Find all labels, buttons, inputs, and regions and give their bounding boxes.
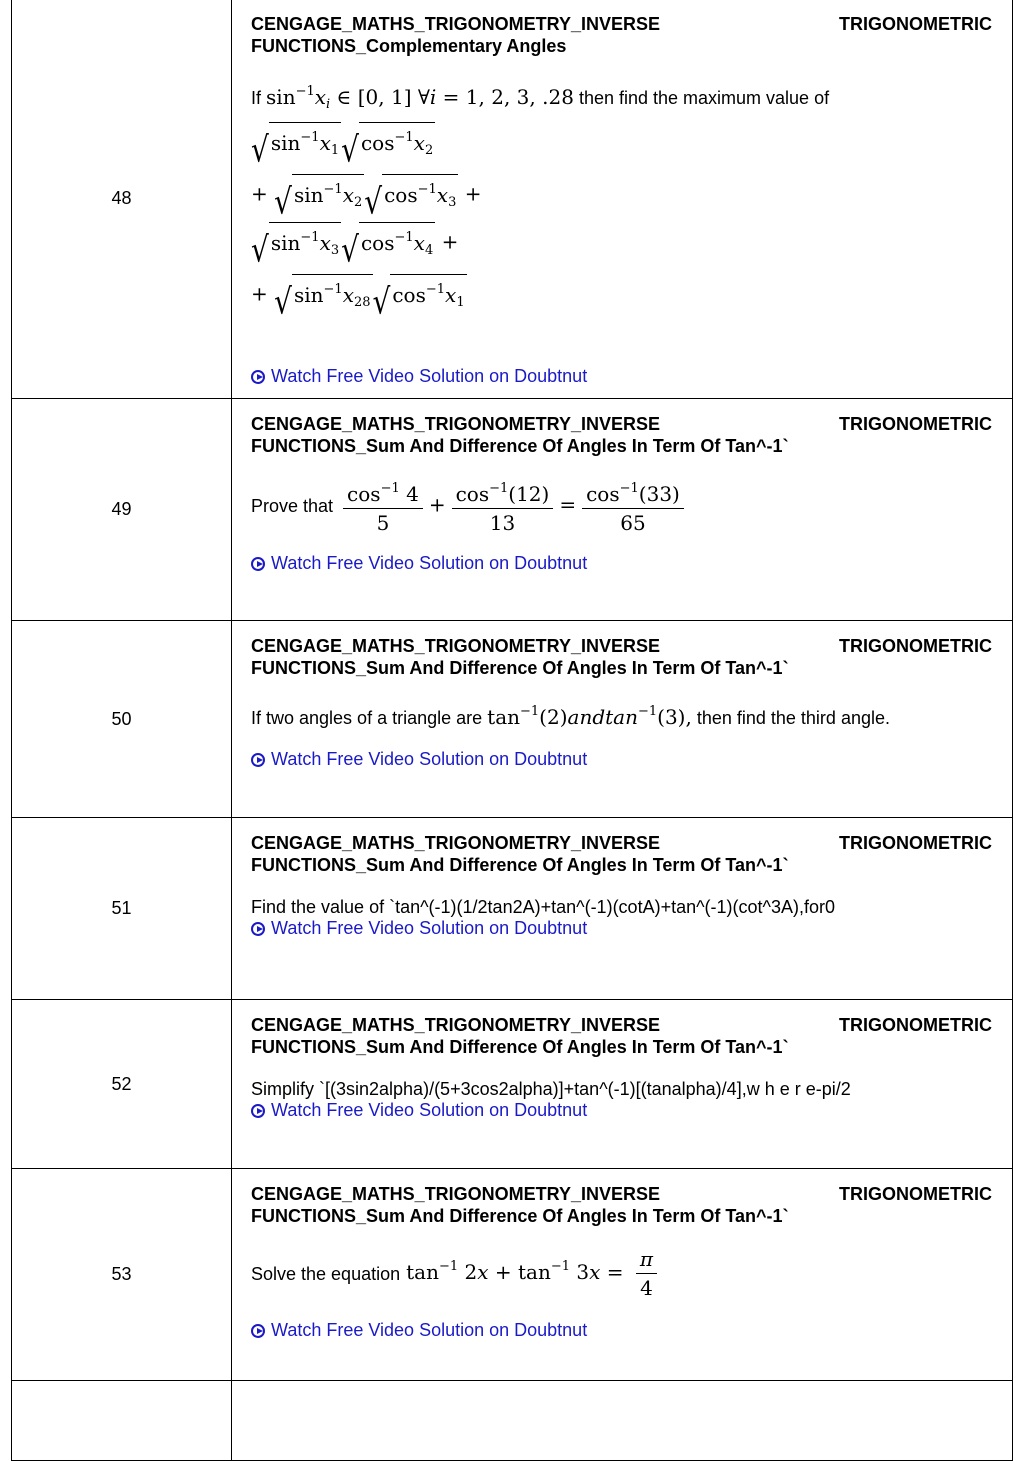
question-header [251, 635, 992, 679]
question-body [232, 818, 1013, 1000]
watch-video-link[interactable] [251, 749, 992, 770]
header-left: CENGAGE_MATHS_TRIGONOMETRY_INVERSE [251, 414, 661, 434]
play-circle-icon [251, 557, 265, 571]
math-expression: √ $\sin^{-1}x_1$ √ $\cos^{-1}x_2$ + √ $\sin^{-1}x_2$ √ $\cos^{-1}x_3$ + √ $\sin^{-1}x_3$ √ $\cos^{-1}x_4$ + + √ $\sin^{-1}x_{28}$ √ $\cos^{-1}x_1$ [251, 122, 992, 316]
question-number: 52 [12, 1000, 232, 1169]
question-header [251, 13, 992, 57]
play-circle-icon [251, 922, 265, 936]
question-prefix: If [251, 88, 262, 108]
question-row-52 [12, 1000, 1013, 1169]
question-row-48 [12, 0, 1013, 399]
header-line2: FUNCTIONS_Sum And Difference Of Angles In Term Of Tan^-1` [251, 1206, 789, 1226]
question-text [251, 475, 992, 537]
header-right: TRIGONOMETRIC [839, 414, 992, 434]
question-row-empty [12, 1381, 1013, 1461]
watch-video-label[interactable]: Watch Free Video Solution on Doubtnut [271, 918, 588, 938]
question-row-51 [12, 818, 1013, 1000]
question-number: 53 [12, 1169, 232, 1381]
question-number: 51 [12, 818, 232, 1000]
math-condition: $\sin^{-1}x_i$ ∈ [0, 1] ∀i = 1, 2, 3, .28 [266, 84, 574, 112]
header-line2: FUNCTIONS_Sum And Difference Of Angles In Term Of Tan^-1` [251, 855, 789, 875]
watch-video-label[interactable]: Watch Free Video Solution on Doubtnut [271, 749, 588, 769]
header-line2: FUNCTIONS_Sum And Difference Of Angles In Term Of Tan^-1` [251, 1037, 789, 1057]
questions-table [11, 0, 1013, 1461]
question-text [251, 79, 992, 322]
question-text [251, 1245, 992, 1302]
watch-video-label[interactable]: Watch Free Video Solution on Doubtnut [271, 553, 588, 573]
header-right: TRIGONOMETRIC [839, 833, 992, 853]
header-line2: FUNCTIONS_Sum And Difference Of Angles In Term Of Tan^-1` [251, 436, 789, 456]
question-body [232, 1169, 1013, 1381]
play-circle-icon [251, 1324, 265, 1338]
question-text [251, 699, 992, 731]
question-header [251, 1183, 992, 1227]
header-right: TRIGONOMETRIC [839, 636, 992, 656]
header-line2: FUNCTIONS_Complementary Angles [251, 36, 567, 56]
question-header [251, 413, 992, 457]
header-right: TRIGONOMETRIC [839, 1184, 992, 1204]
question-suffix: then find the third angle. [696, 708, 890, 728]
watch-video-link[interactable] [251, 1100, 992, 1121]
header-left: CENGAGE_MATHS_TRIGONOMETRY_INVERSE [251, 636, 661, 656]
question-row-53 [12, 1169, 1013, 1381]
watch-video-label[interactable]: Watch Free Video Solution on Doubtnut [271, 1320, 588, 1340]
question-text: Find the value of `tan^(-1)(1/2tan2A)+tan^(-1)(cotA)+tan^(-1)(cot^3A),for0 [251, 897, 836, 917]
question-body-empty [232, 1381, 1013, 1461]
header-line2: FUNCTIONS_Sum And Difference Of Angles In Term Of Tan^-1` [251, 658, 789, 678]
watch-video-link[interactable] [251, 918, 992, 939]
header-left: CENGAGE_MATHS_TRIGONOMETRY_INVERSE [251, 833, 661, 853]
play-circle-icon [251, 1104, 265, 1118]
play-circle-icon [251, 753, 265, 767]
header-right: TRIGONOMETRIC [839, 1015, 992, 1035]
header-right: TRIGONOMETRIC [839, 14, 992, 34]
watch-video-link[interactable] [251, 553, 992, 574]
header-left: CENGAGE_MATHS_TRIGONOMETRY_INVERSE [251, 1184, 661, 1204]
watch-video-label[interactable]: Watch Free Video Solution on Doubtnut [271, 1100, 588, 1120]
question-number: 49 [12, 399, 232, 621]
watch-video-label[interactable]: Watch Free Video Solution on Doubtnut [271, 366, 588, 386]
watch-video-link[interactable] [251, 1320, 992, 1341]
play-circle-icon [251, 370, 265, 384]
math-expression: $\frac{\cos^{-1} 4}{5}$ + $\frac{\cos^{-1}(12)}{13}$ = $\frac{\cos^{-1}(33)}{65}$ [337, 475, 690, 537]
question-prefix: If two angles of a triangle are [251, 708, 483, 728]
header-left: CENGAGE_MATHS_TRIGONOMETRY_INVERSE [251, 1015, 661, 1035]
question-body [232, 621, 1013, 818]
question-row-50 [12, 621, 1013, 818]
question-body [232, 1000, 1013, 1169]
watch-video-link[interactable] [251, 366, 992, 387]
question-number: 48 [12, 0, 232, 399]
math-expression: $\tan^{-1} 2x + \tan^{-1} 3x$ = $\frac{\pi}{4}$ [406, 1245, 663, 1302]
question-number-empty [12, 1381, 232, 1461]
question-body [232, 399, 1013, 621]
question-header [251, 1014, 992, 1058]
question-suffix: then find the maximum value of [578, 88, 830, 108]
question-prefix: Solve the equation [251, 1263, 401, 1284]
question-body [232, 0, 1013, 399]
question-prefix: Prove that [251, 496, 334, 516]
header-left: CENGAGE_MATHS_TRIGONOMETRY_INVERSE [251, 14, 661, 34]
question-number: 50 [12, 621, 232, 818]
question-text: Simplify `[(3sin2alpha)/(5+3cos2alpha)]+tan^(-1)[(tanalpha)/4],w h e r e-pi/2 [251, 1079, 851, 1099]
question-header [251, 832, 992, 876]
math-expression: $\tan^{-1}(2)andtan^{-1}(3)$, [487, 704, 692, 729]
question-row-49 [12, 399, 1013, 621]
